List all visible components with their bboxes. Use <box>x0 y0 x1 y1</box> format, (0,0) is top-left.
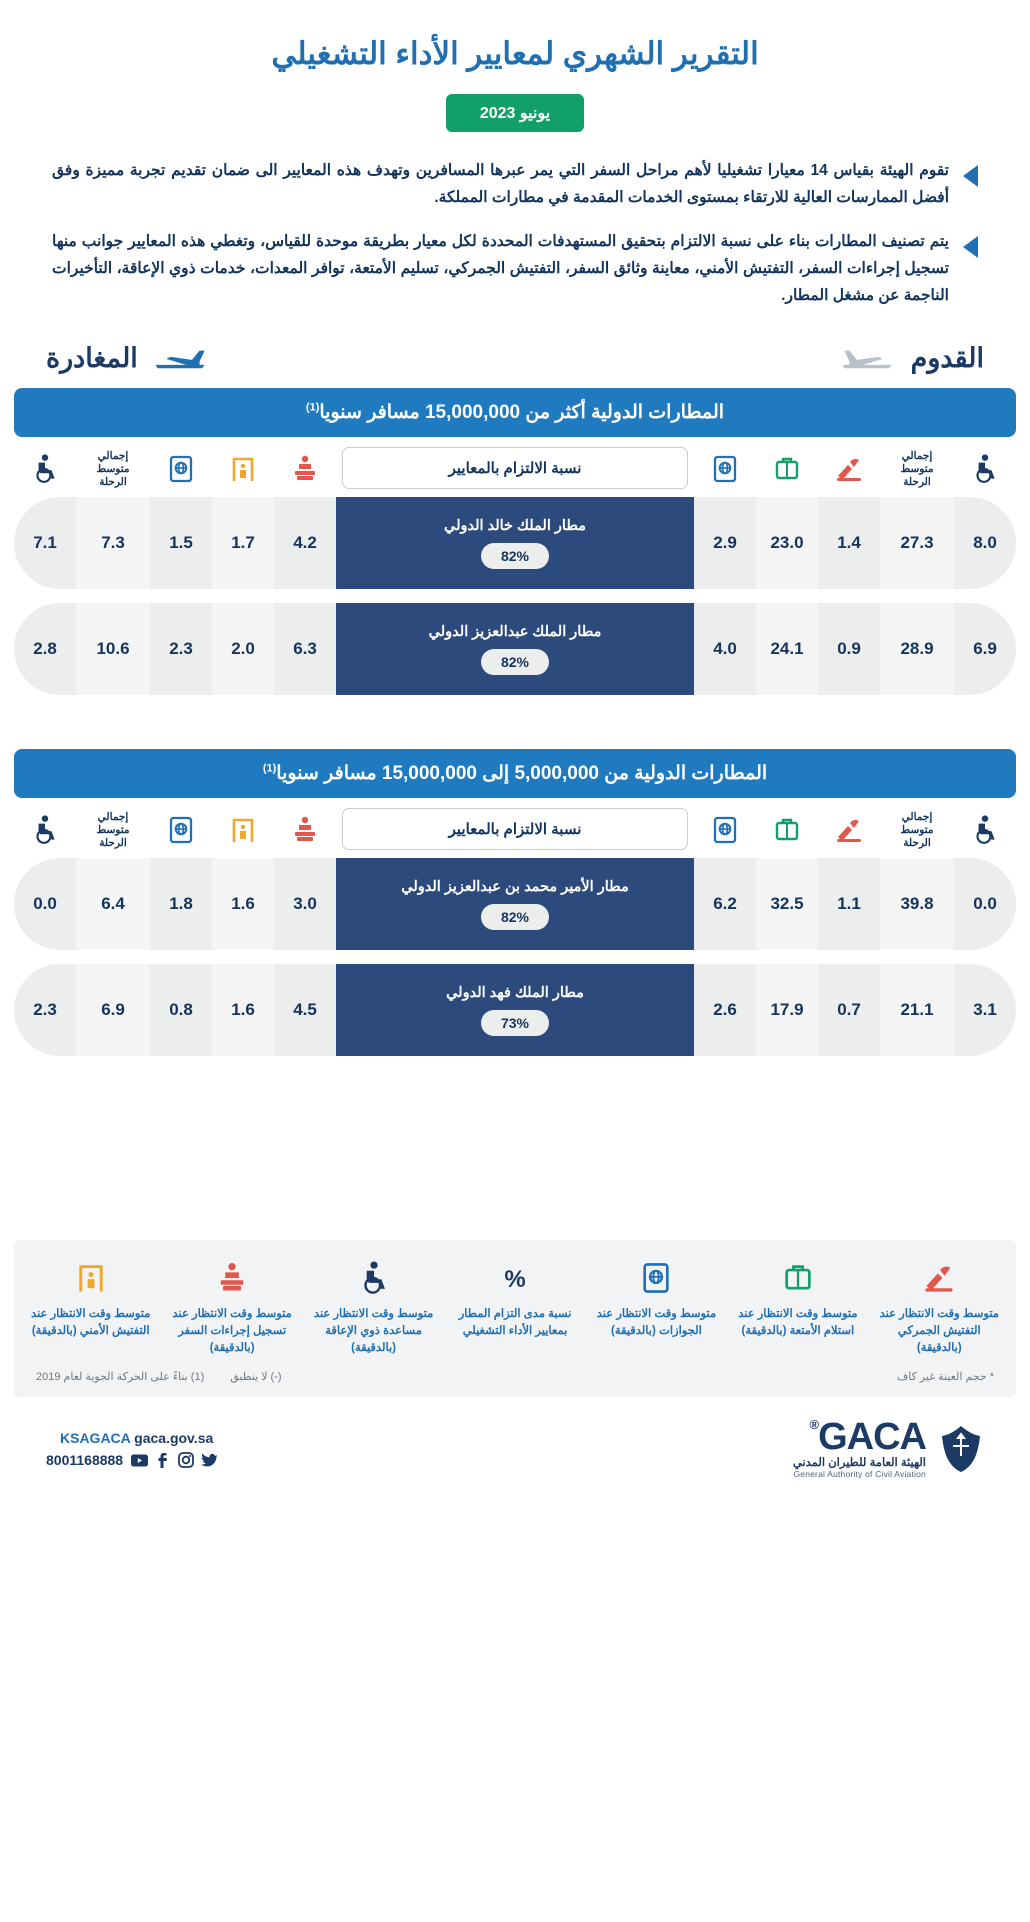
section-band-text: المطارات الدولية أكثر من 15,000,000 مسافر سنويا <box>319 402 725 424</box>
passport-icon <box>712 815 738 845</box>
table-row <box>14 858 1016 950</box>
intro-paragraph <box>52 158 978 211</box>
cell-departure-wheelchair: 0.0 <box>33 894 57 914</box>
col-head-passport-arrival <box>694 454 756 489</box>
legend-grid <box>20 1258 1010 1356</box>
cell-arrival-customs: 0.9 <box>837 639 861 659</box>
cell-arrival-trip-average: 28.9 <box>880 603 954 695</box>
wheelchair-icon <box>972 454 998 484</box>
contact-line-2 <box>46 1452 217 1469</box>
col-head-trip-average-departure <box>76 811 150 850</box>
cell-arrival-trip-average: 27.3 <box>880 497 954 589</box>
table-row <box>14 497 1016 589</box>
intro-paragraph-text: تقوم الهيئة بقياس 14 معيارا تشغيليا لأهم مراحل السفر التي يمر عبرها المسافرين وتهدف هذه المعايير الى ضمان تقديم تجربة مميزة وفق أفضل الممارسات العالية للارتقاء بمستوى الخدمات المقدمة في مطارات المملكة. <box>52 162 950 206</box>
cell-arrival-baggage: 32.5 <box>756 858 818 950</box>
table-row <box>14 603 1016 695</box>
facebook-icon[interactable] <box>154 1452 171 1469</box>
cell-departure-trip-average: 7.3 <box>76 497 150 589</box>
cell-departure-checkin: 6.3 <box>293 639 317 659</box>
instagram-icon[interactable] <box>177 1452 194 1469</box>
svg-text:%: % <box>504 1266 526 1294</box>
legend-label: متوسط وقت الانتظار عند استلام الأمتعة (بالدقيقة) <box>738 1308 858 1337</box>
section-band-2 <box>14 749 1016 798</box>
check-in-desk-icon <box>292 454 318 484</box>
cell-departure-security: 1.6 <box>212 858 274 950</box>
youtube-icon[interactable] <box>131 1452 148 1469</box>
airplane-departure-icon <box>154 344 208 374</box>
compliance-percent: 82% <box>481 543 549 569</box>
social-handle: KSAGACA <box>60 1429 131 1446</box>
security-gate-icon <box>26 1258 155 1298</box>
triangle-bullet-icon <box>963 236 978 258</box>
contact-line-1 <box>46 1430 217 1446</box>
intro-paragraph-text: يتم تصنيف المطارات بناء على نسبة الالتزام بتحقيق المستهدفات المحددة لكل معيار بطريقة موحدة للقياس، وتغطي هذه المعايير جوانب منها تسجيل إجراءات السفر، التفتيش الأمني، معاينة وثائق السفر، التفتيش الجمركي، تسليم الأمتعة، توافر المعدات، خدمات ذوي الإعاقة، التأخيرات الناجمة عن مشغل المطار. <box>52 233 949 304</box>
cell-departure-passport: 1.8 <box>169 894 193 914</box>
wheelchair-icon <box>972 815 998 845</box>
cell-departure-trip-average: 6.4 <box>76 858 150 950</box>
customs-icon <box>834 815 864 845</box>
cell-departure-security: 1.7 <box>212 497 274 589</box>
cell-departure-wheelchair: 2.3 <box>33 1000 57 1020</box>
airport-name: مطار الملك خالد الدولي <box>444 517 586 534</box>
spacer <box>0 1070 1030 1240</box>
airport-compliance-cell <box>336 603 694 695</box>
check-in-desk-icon <box>292 815 318 845</box>
col-head-passport-departure <box>150 454 212 489</box>
cell-arrival-trip-average: 39.8 <box>880 858 954 950</box>
legend-label: متوسط وقت الانتظار عند الجوازات (بالدقيقة) <box>596 1308 717 1337</box>
cell-departure-checkin: 4.2 <box>293 533 317 553</box>
date-badge: يونيو 2023 <box>446 94 584 132</box>
notes-group <box>36 1370 282 1383</box>
passport-icon <box>712 454 738 484</box>
table-row <box>14 964 1016 1056</box>
col-head-passport-departure <box>150 815 212 850</box>
cell-arrival-passport: 6.2 <box>713 894 737 914</box>
legend-item-checkin <box>161 1258 302 1356</box>
cell-departure-checkin: 3.0 <box>293 894 317 914</box>
baggage-icon <box>733 1258 862 1298</box>
cell-departure-wheelchair: 7.1 <box>33 533 57 553</box>
col-head-baggage-arrival <box>756 454 818 489</box>
gaca-logo-ar: الهيئة العامة للطيران المدني <box>792 1457 926 1470</box>
customs-icon <box>875 1258 1004 1298</box>
col-head-check-in-departure <box>274 815 336 850</box>
cell-departure-security: 1.6 <box>212 964 274 1056</box>
departure-heading <box>46 343 208 374</box>
percent-icon <box>450 1258 579 1298</box>
col-head-trip-average-arrival <box>880 450 954 489</box>
legend-item-security <box>20 1258 161 1356</box>
wheelchair-icon <box>309 1258 438 1298</box>
date-badge-wrap <box>0 94 1030 132</box>
col-head-wheelchair-departure <box>14 454 76 489</box>
col-head-passport-arrival <box>694 815 756 850</box>
social-icons <box>131 1452 217 1469</box>
airport-compliance-cell <box>336 497 694 589</box>
cell-arrival-wheelchair: 0.0 <box>973 894 997 914</box>
cell-arrival-passport: 2.9 <box>713 533 737 553</box>
table-header-row <box>14 798 1016 858</box>
direction-headings <box>46 343 984 374</box>
compliance-percent: 82% <box>481 649 549 675</box>
col-head-wheelchair-arrival <box>954 454 1016 489</box>
arrival-label: القدوم <box>910 343 984 374</box>
col-head-trip-average-arrival <box>880 811 954 850</box>
section-band-1 <box>14 388 1016 437</box>
triangle-bullet-icon <box>963 165 978 187</box>
gaca-logo <box>792 1416 984 1480</box>
col-head-wheelchair-departure <box>14 815 76 850</box>
col-head-check-in-departure <box>274 454 336 489</box>
phone-number: 8001168888 <box>46 1452 124 1469</box>
metrics-table-1 <box>14 437 1016 695</box>
security-gate-icon <box>230 815 256 845</box>
cell-arrival-trip-average: 21.1 <box>880 964 954 1056</box>
legend-label: نسبة مدى التزام المطار بمعايير الأداء التشغيلي <box>458 1308 572 1337</box>
security-gate-icon <box>230 454 256 484</box>
arrival-heading <box>841 343 984 374</box>
passport-icon <box>168 815 194 845</box>
cell-departure-security: 2.0 <box>212 603 274 695</box>
cell-departure-passport: 2.3 <box>169 639 193 659</box>
gaca-wordmark <box>792 1416 926 1480</box>
airport-name: مطار الأمير محمد بن عبدالعزيز الدولي <box>401 878 629 895</box>
twitter-icon[interactable] <box>200 1452 217 1469</box>
section-band-text: المطارات الدولية من 5,000,000 إلى 15,000,000 مسافر سنويا <box>276 763 768 785</box>
legend-item-customs <box>869 1258 1010 1356</box>
airplane-arrival-icon <box>841 344 895 374</box>
page-footer <box>0 1397 1030 1505</box>
cell-departure-passport: 1.5 <box>169 533 193 553</box>
departure-label: المغادرة <box>46 343 138 374</box>
cell-arrival-passport: 4.0 <box>713 639 737 659</box>
cell-arrival-customs: 1.1 <box>837 894 861 914</box>
criteria-column-header: نسبة الالتزام بالمعايير <box>342 447 688 489</box>
cell-arrival-wheelchair: 8.0 <box>973 533 997 553</box>
legend-item-wheelchair <box>303 1258 444 1356</box>
not-applicable-note: (-) لا ينطبق <box>230 1371 282 1384</box>
check-in-desk-icon <box>167 1258 296 1298</box>
col-head-baggage-arrival <box>756 815 818 850</box>
col-head-security-departure <box>212 454 274 489</box>
col-head-customs-arrival <box>818 815 880 850</box>
airport-name: مطار الملك فهد الدولي <box>446 984 584 1001</box>
gaca-logo-sub: General Authority of Civil Aviation <box>793 1469 926 1480</box>
wheelchair-icon <box>32 815 58 845</box>
spacer <box>0 709 1030 735</box>
col-head-wheelchair-arrival <box>954 815 1016 850</box>
page-title: التقرير الشهري لمعايير الأداء التشغيلي <box>271 36 759 71</box>
legend-item-passport <box>586 1258 727 1356</box>
col-head-security-departure <box>212 815 274 850</box>
col-head-trip-average-departure <box>76 450 150 489</box>
col-head-label: إجمالي متوسط الرحلة <box>900 449 934 489</box>
cell-arrival-baggage: 24.1 <box>756 603 818 695</box>
criteria-column-header: نسبة الالتزام بالمعايير <box>342 808 688 850</box>
cell-arrival-wheelchair: 3.1 <box>973 1000 997 1020</box>
airport-compliance-cell <box>336 964 694 1056</box>
cell-arrival-passport: 2.6 <box>713 1000 737 1020</box>
intro-paragraph <box>52 229 978 309</box>
cell-arrival-customs: 0.7 <box>837 1000 861 1020</box>
section-band-footnote: (1) <box>262 762 277 775</box>
passport-icon <box>592 1258 721 1298</box>
gaca-logo-en: GACA® <box>809 1416 926 1459</box>
col-head-label: إجمالي متوسط الرحلة <box>96 449 130 489</box>
legend-item-percent <box>444 1258 585 1356</box>
compliance-percent: 82% <box>481 904 549 930</box>
baggage-icon <box>773 454 801 484</box>
legend-label: متوسط وقت الانتظار عند مساعدة ذوي الإعاقة (بالدقيقة) <box>313 1308 434 1354</box>
table-header-row <box>14 437 1016 497</box>
cell-departure-checkin: 4.5 <box>293 1000 317 1020</box>
cell-arrival-baggage: 17.9 <box>756 964 818 1056</box>
compliance-percent: 73% <box>481 1010 549 1036</box>
cell-arrival-wheelchair: 6.9 <box>973 639 997 659</box>
intro-section <box>52 158 978 309</box>
legend-label: متوسط وقت الانتظار عند التفتيش الجمركي (بالدقيقة) <box>879 1308 999 1354</box>
contact-block <box>46 1430 217 1469</box>
cell-departure-trip-average: 10.6 <box>76 603 150 695</box>
traffic-footnote: (1) بناءً على الحركة الجوية لعام 2019 <box>36 1371 205 1384</box>
gaca-emblem-icon <box>938 1424 984 1474</box>
col-head-label: إجمالي متوسط الرحلة <box>96 810 130 850</box>
airport-compliance-cell <box>336 858 694 950</box>
wheelchair-icon <box>32 454 58 484</box>
cell-departure-passport: 0.8 <box>169 1000 193 1020</box>
website-link[interactable]: gaca.gov.sa <box>134 1429 214 1446</box>
cell-arrival-customs: 1.4 <box>837 533 861 553</box>
section-band-footnote: (1) <box>305 401 320 414</box>
metrics-table-2 <box>14 798 1016 1056</box>
legend-label: متوسط وقت الانتظار عند تسجيل إجراءات السفر (بالدقيقة) <box>172 1308 292 1354</box>
cell-departure-trip-average: 6.9 <box>76 964 150 1056</box>
sample-note: * حجم العينة غير كاف <box>896 1371 994 1384</box>
footnotes <box>20 1356 1010 1387</box>
customs-icon <box>834 454 864 484</box>
col-head-label: إجمالي متوسط الرحلة <box>900 810 934 850</box>
airport-name: مطار الملك عبدالعزيز الدولي <box>428 623 602 640</box>
legend-section <box>14 1240 1016 1397</box>
baggage-icon <box>773 815 801 845</box>
legend-label: متوسط وقت الانتظار عند التفتيش الأمني (بالدقيقة) <box>31 1308 151 1337</box>
cell-departure-wheelchair: 2.8 <box>33 639 57 659</box>
col-head-customs-arrival <box>818 454 880 489</box>
legend-item-baggage <box>727 1258 868 1356</box>
cell-arrival-baggage: 23.0 <box>756 497 818 589</box>
passport-icon <box>168 454 194 484</box>
